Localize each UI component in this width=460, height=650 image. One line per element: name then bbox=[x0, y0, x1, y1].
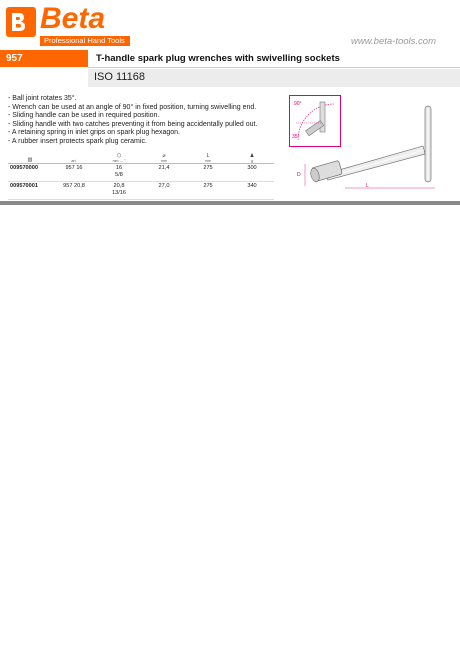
feature-item: - A rubber insert protects spark plug ceramic. bbox=[8, 137, 147, 145]
standard-band bbox=[88, 69, 460, 87]
cell-code: 009570000 bbox=[8, 164, 52, 182]
cell-length: 275 bbox=[186, 164, 230, 182]
cell-size: 20,8 13/16 bbox=[96, 182, 142, 200]
col-header-art: art. bbox=[52, 147, 96, 164]
spec-table bbox=[8, 147, 274, 200]
cell-diameter: 21,4 bbox=[142, 164, 186, 182]
table-header-row bbox=[8, 147, 274, 164]
page-header bbox=[0, 0, 460, 48]
product-title: T-handle spark plug wrenches with swivelling sockets bbox=[96, 53, 340, 64]
hex-socket-icon: ⬡ bbox=[116, 153, 122, 159]
length-icon: L bbox=[206, 153, 210, 159]
beta-logo-icon bbox=[6, 7, 36, 37]
cell-art: 957 16 bbox=[52, 164, 96, 182]
standard-label: ISO 11168 bbox=[94, 71, 145, 83]
product-code: 957 bbox=[0, 50, 88, 67]
diameter-icon: ⌀ bbox=[162, 153, 166, 159]
col-header-weight: ♟ g bbox=[230, 147, 274, 164]
cell-length: 275 bbox=[186, 182, 230, 200]
t-handle-wrench-drawing bbox=[285, 102, 445, 192]
angle-35-label: 35° bbox=[292, 134, 300, 140]
cell-diameter: 27,0 bbox=[142, 182, 186, 200]
feature-item: - Sliding handle can be used in required position. bbox=[8, 112, 160, 120]
angle-90-label: 90° bbox=[294, 101, 302, 107]
feature-item: - Sliding handle with two catches preventing it from being accidentally pulled out. bbox=[8, 120, 258, 128]
dimension-l-label: L bbox=[366, 183, 369, 189]
col-header-size: ⬡ mm ↔ " bbox=[96, 147, 142, 164]
table-row bbox=[8, 164, 274, 182]
cell-code: 009570001 bbox=[8, 182, 52, 200]
dimension-d-label: D bbox=[297, 172, 301, 178]
website-link[interactable]: www.beta-tools.com bbox=[350, 36, 436, 47]
feature-list bbox=[8, 95, 288, 147]
table-row bbox=[8, 182, 274, 200]
section-divider bbox=[0, 201, 460, 205]
cell-size: 16 5/8 bbox=[96, 164, 142, 182]
cell-art: 957 20,8 bbox=[52, 182, 96, 200]
col-header-diameter: ⌀ mm bbox=[142, 147, 186, 164]
brand-tagline: Professional Hand Tools bbox=[40, 36, 130, 46]
barcode-icon: ▥ bbox=[27, 157, 33, 163]
product-title-bar bbox=[0, 50, 460, 67]
brand-logo-text: Beta bbox=[40, 2, 106, 35]
cell-weight: 300 bbox=[230, 164, 274, 182]
cell-weight: 340 bbox=[230, 182, 274, 200]
feature-item: - Ball joint rotates 35°. bbox=[8, 95, 77, 102]
feature-item: - Wrench can be used at an angle of 90° in fixed position, turning swivelling end. bbox=[8, 103, 257, 111]
col-header-length: L mm bbox=[186, 147, 230, 164]
feature-item: - A retaining spring in inlet grips on spark plug hexagon. bbox=[8, 129, 180, 137]
weight-icon: ♟ bbox=[249, 153, 255, 159]
col-header-barcode bbox=[8, 147, 52, 164]
title-divider bbox=[88, 67, 460, 68]
